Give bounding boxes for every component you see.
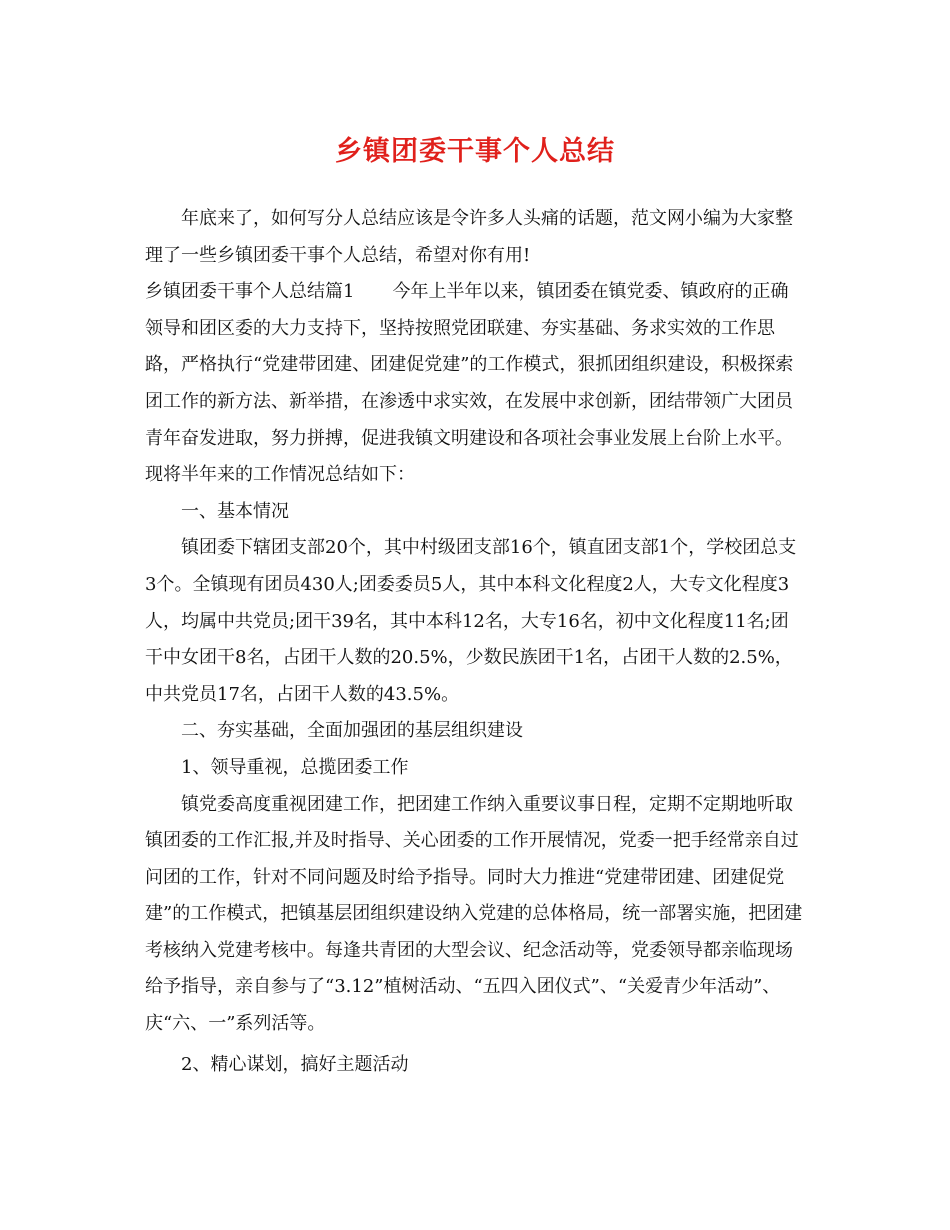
subsection2-heading: 2、精心谋划，搞好主题活动	[181, 1053, 409, 1075]
section1-heading: 一、基本情况	[181, 500, 289, 522]
section1-body: 镇团委下辖团支部20个，其中村级团支部16个，镇直团支部1个，学校团总支3个。全镇现有团员430人;团委委员5人，其中本科文化程度2人，大专文化程度3人，均属中共党员;团干39名，其中本科12名，大专16名，初中文化程度11名;团干中女团干8名，占团干人数的20.5%，少数民族团干1名，占团干人数的2.5%，中共党员17名，占团干人数的43.5%。	[145, 537, 797, 705]
subsection1-body: 镇党委高度重视团建工作，把团建工作纳入重要议事日程，定期不定期地听取镇团委的工作汇报,并及时指导、关心团委的工作开展情况，党委一把手经常亲自过问团的工作，针对不同问题及时给予指导。同时大力推进“党建带团建、团建促党建”的工作模式，把镇基层团组织建设纳入党建的总体格局，统一部署实施，把团建考核纳入党建考核中。每逢共青团的大型会议、纪念活动等，党委领导都亲临现场给予指导，亲自参与了“3.12”植树活动、“五四入团仪式”、“关爱青少年活动”、庆“六、一”系列活等。	[145, 793, 803, 1035]
document-body	[145, 201, 805, 1083]
subsection1-heading: 1、领导重视，总揽团委工作	[181, 756, 409, 778]
document-title: 乡镇团委干事个人总结	[335, 136, 615, 167]
intro-paragraph: 年底来了，如何写分人总结应该是令许多人头痛的话题，范文网小编为大家整理了一些乡镇团委干事个人总结，希望对你有用!	[145, 208, 793, 266]
article-paragraph	[145, 274, 805, 494]
article-label: 乡镇团委干事个人总结篇1	[145, 281, 355, 303]
article-opening: 今年上半年以来，镇团委在镇党委、镇政府的正确领导和团区委的大力支持下，坚持按照党团联建、夯实基础、务求实效的工作思路，严格执行“党建带团建、团建促党建”的工作模式，狠抓团组织建设，积极探索团工作的新方法、新举措，在渗透中求实效，在发展中求创新，团结带领广大团员青年奋发进取，努力拼搏，促进我镇文明建设和各项社会事业发展上台阶上水平。现将半年来的工作情况总结如下：	[145, 281, 794, 486]
section2-heading: 二、夯实基础，全面加强团的基层组织建设	[181, 720, 523, 742]
